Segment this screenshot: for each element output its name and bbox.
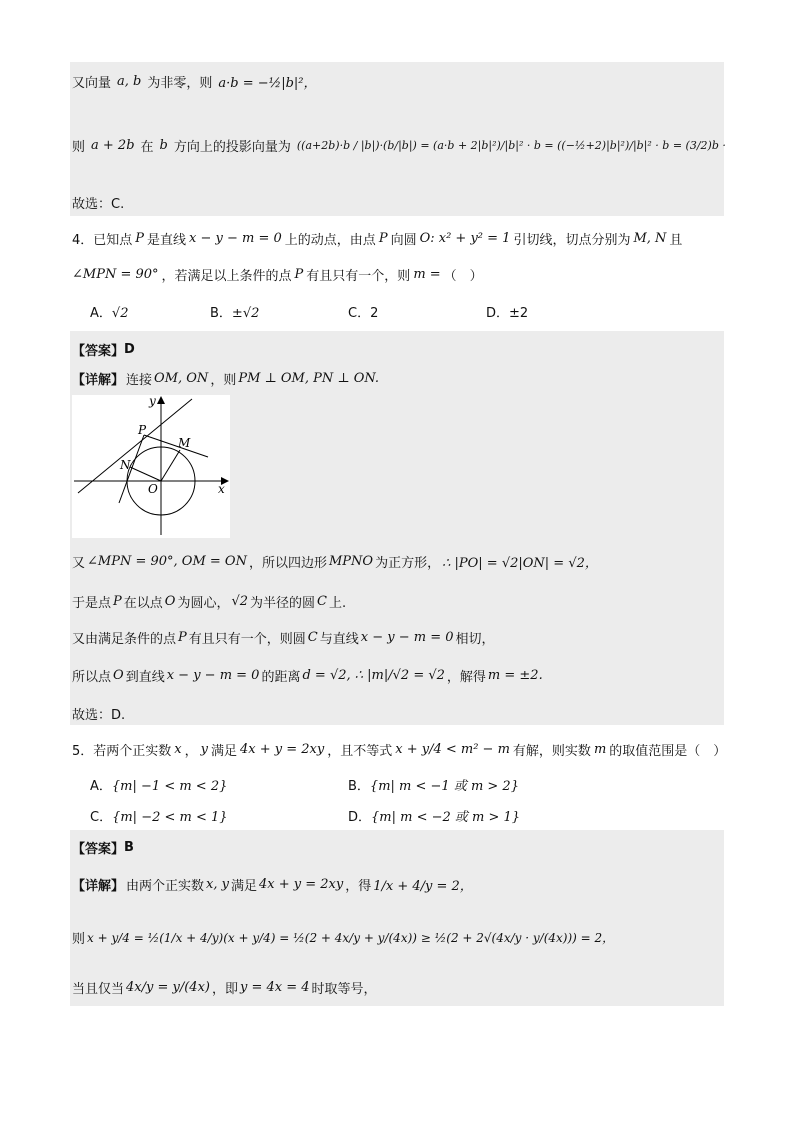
text: 则: [72, 932, 86, 947]
text: 所以点: [72, 670, 112, 685]
text: 又: [72, 556, 86, 571]
math: 4x/y = y/(4x): [126, 980, 210, 995]
math: 4x + y = 2xy: [240, 742, 325, 757]
segment-om: [161, 450, 180, 481]
text: 5．若两个正实数: [72, 744, 172, 759]
option-label: C．: [90, 810, 113, 825]
option-label: D．: [348, 810, 372, 825]
q4-option-d[interactable]: [486, 302, 528, 321]
text: 为非零，则: [147, 76, 213, 91]
math: ∠MPN = 90°, OM = ON: [87, 554, 247, 569]
q4-detail-line1: [72, 369, 379, 388]
label-n: N: [120, 458, 131, 472]
math: √2: [231, 594, 249, 609]
math: y: [200, 742, 208, 757]
math: P: [178, 630, 187, 645]
option-label: B．: [348, 779, 370, 794]
q4-solution-line5: [72, 704, 125, 723]
math: x − y − m = 0: [166, 668, 260, 683]
q4-solution-line2: [72, 592, 346, 611]
text: 有解，则实数: [512, 744, 591, 759]
answer-value: D: [124, 342, 135, 357]
q5-option-c[interactable]: [90, 806, 228, 825]
option-label: C．: [348, 306, 371, 321]
text: 相切，: [455, 632, 495, 647]
text: 4．已知点: [72, 233, 133, 248]
math: y = 4x = 4: [240, 980, 310, 995]
q4-answer: [72, 340, 135, 359]
answer-value: B: [124, 840, 134, 855]
text: 有且只有一个，则: [306, 269, 411, 284]
math: O: [164, 594, 176, 609]
text: 是直线: [147, 233, 187, 248]
conclusion: 故选：D.: [72, 708, 126, 723]
q5-option-d[interactable]: [348, 806, 520, 825]
text: 的距离: [261, 670, 301, 685]
text: ，若满足以上条件的点: [161, 269, 292, 284]
text: 又向量: [72, 76, 112, 91]
text: 方向上的投影向量为: [173, 140, 291, 155]
conclusion: 故选：C.: [72, 197, 125, 212]
option-value: {m| m < −2 或 m > 1}: [371, 810, 521, 825]
text: 又由满足条件的点: [72, 632, 177, 647]
text: ，所以四边形: [248, 556, 327, 571]
q5-answer: [72, 838, 134, 857]
math-formula: ((a+2b)·b / |b|)·(b/|b|) = (a·b + 2|b|²)/|b|² · b = ((−½+2)|b|²)/|b|² · b = (3/2)b ·: [296, 139, 726, 152]
sec1-line1: [72, 72, 317, 91]
math: m: [593, 742, 607, 757]
text: 为半径的圆: [250, 596, 316, 611]
label-x: x: [218, 482, 225, 496]
math-formula: x + y/4 = ½(1/x + 4/y)(x + y/4) = ½(2 + 4x/y + y/(4x)) ≥ ½(2 + 2√(4x/y · y/(4x))) = 2，: [87, 931, 615, 945]
text: 在以点: [123, 596, 163, 611]
text: ，: [184, 744, 198, 759]
text: 与直线: [319, 632, 359, 647]
answer-label: 【答案】: [72, 344, 125, 359]
text: ，则: [210, 373, 237, 388]
sec1-line2: [72, 136, 726, 155]
q5-detail-line2: [72, 928, 614, 947]
math: a + 2b: [91, 138, 135, 153]
math: M, N: [633, 231, 667, 246]
option-value: {m| m < −1 或 m > 2}: [369, 779, 519, 794]
detail-label: 【详解】: [72, 373, 125, 388]
math: MPNO: [328, 554, 374, 569]
option-value: {m| −2 < m < 1}: [112, 810, 228, 825]
text: 连接: [126, 373, 153, 388]
q4-stem-line2: [72, 265, 483, 284]
q4-option-a[interactable]: [90, 302, 128, 321]
text: 为正方形，: [375, 556, 441, 571]
math: x − y − m = 0: [189, 231, 282, 246]
text: 满足: [230, 879, 257, 894]
label-y: y: [149, 395, 156, 408]
math: x + y/4 < m² − m: [395, 742, 510, 757]
text: ，即: [211, 982, 238, 997]
math: PM ⊥ OM, PN ⊥ ON.: [238, 371, 380, 386]
option-value: ±√2: [231, 306, 260, 321]
sec1-line3: [72, 193, 124, 212]
text: 上.: [329, 596, 347, 611]
figure-svg: [72, 395, 230, 538]
math: P: [378, 231, 388, 246]
q4-option-b[interactable]: [210, 302, 259, 321]
q4-option-c[interactable]: [348, 302, 378, 321]
text: ，得: [345, 879, 372, 894]
q5-stem: [72, 740, 726, 759]
text: （ ）: [443, 269, 483, 284]
q4-stem-line1: [72, 229, 682, 248]
option-label: A．: [90, 779, 112, 794]
q4-solution-line3: [72, 628, 495, 647]
option-label: B．: [210, 306, 232, 321]
math: 1/x + 4/y = 2，: [373, 879, 473, 894]
q4-solution-line1: [72, 552, 598, 571]
label-o: O: [148, 482, 158, 496]
math: 4x + y = 2xy: [259, 877, 344, 892]
option-value: √2: [111, 306, 129, 321]
math: C: [317, 594, 327, 609]
math: x, y: [206, 877, 229, 892]
option-value: ±2: [509, 306, 529, 321]
math: OM, ON: [154, 371, 209, 386]
q4-solution-line4: [72, 666, 543, 685]
text: 在: [140, 140, 154, 155]
text: 引切线，切点分别为: [513, 233, 631, 248]
option-value: {m| −1 < m < 2}: [111, 779, 228, 794]
math: m = ±2.: [487, 668, 543, 683]
text: 上的动点，由点: [284, 233, 376, 248]
q5-detail-line3: [72, 978, 377, 997]
math: d = √2, ∴ |m|/√2 = √2: [302, 668, 445, 683]
label-m: M: [178, 436, 191, 450]
text: 到直线: [125, 670, 165, 685]
text: 于是点: [72, 596, 112, 611]
label-p: P: [138, 423, 147, 437]
q5-option-a[interactable]: [90, 775, 227, 794]
text: 由两个正实数: [126, 879, 205, 894]
segment-on: [130, 467, 161, 481]
math: x − y − m = 0: [360, 630, 454, 645]
geometry-figure: [72, 395, 230, 538]
text: 为圆心，: [177, 596, 230, 611]
text: ，解得: [446, 670, 486, 685]
math: a, b: [117, 74, 142, 89]
option-label: D．: [486, 306, 510, 321]
text: 向圆: [390, 233, 417, 248]
math: C: [307, 630, 318, 645]
math: P: [135, 231, 145, 246]
math: ∴ |PO| = √2|ON| = √2，: [442, 556, 598, 571]
math: a·b = −½|b|²，: [218, 76, 317, 91]
math: b: [159, 138, 168, 153]
option-value: 2: [370, 306, 379, 321]
text: 有且只有一个，则圆: [188, 632, 306, 647]
q5-option-b[interactable]: [348, 775, 519, 794]
text: 满足: [211, 744, 238, 759]
text: 则: [72, 140, 86, 155]
q5-detail-line1: [72, 875, 473, 894]
tangent-pm: [144, 435, 208, 457]
math: O: x² + y² = 1: [419, 231, 511, 246]
math: m =: [413, 267, 441, 282]
math: P: [294, 267, 304, 282]
answer-label: 【答案】: [72, 842, 125, 857]
math: ∠MPN = 90°: [72, 267, 159, 282]
text: 且: [669, 233, 683, 248]
option-label: A．: [90, 306, 112, 321]
text: ，且不等式: [327, 744, 393, 759]
math: O: [113, 668, 124, 683]
text: 的取值范围是（ ）: [609, 744, 727, 759]
math: x: [174, 742, 182, 757]
math: P: [113, 594, 122, 609]
text: 当且仅当: [72, 982, 125, 997]
detail-label: 【详解】: [72, 879, 125, 894]
text: 时取等号，: [311, 982, 377, 997]
